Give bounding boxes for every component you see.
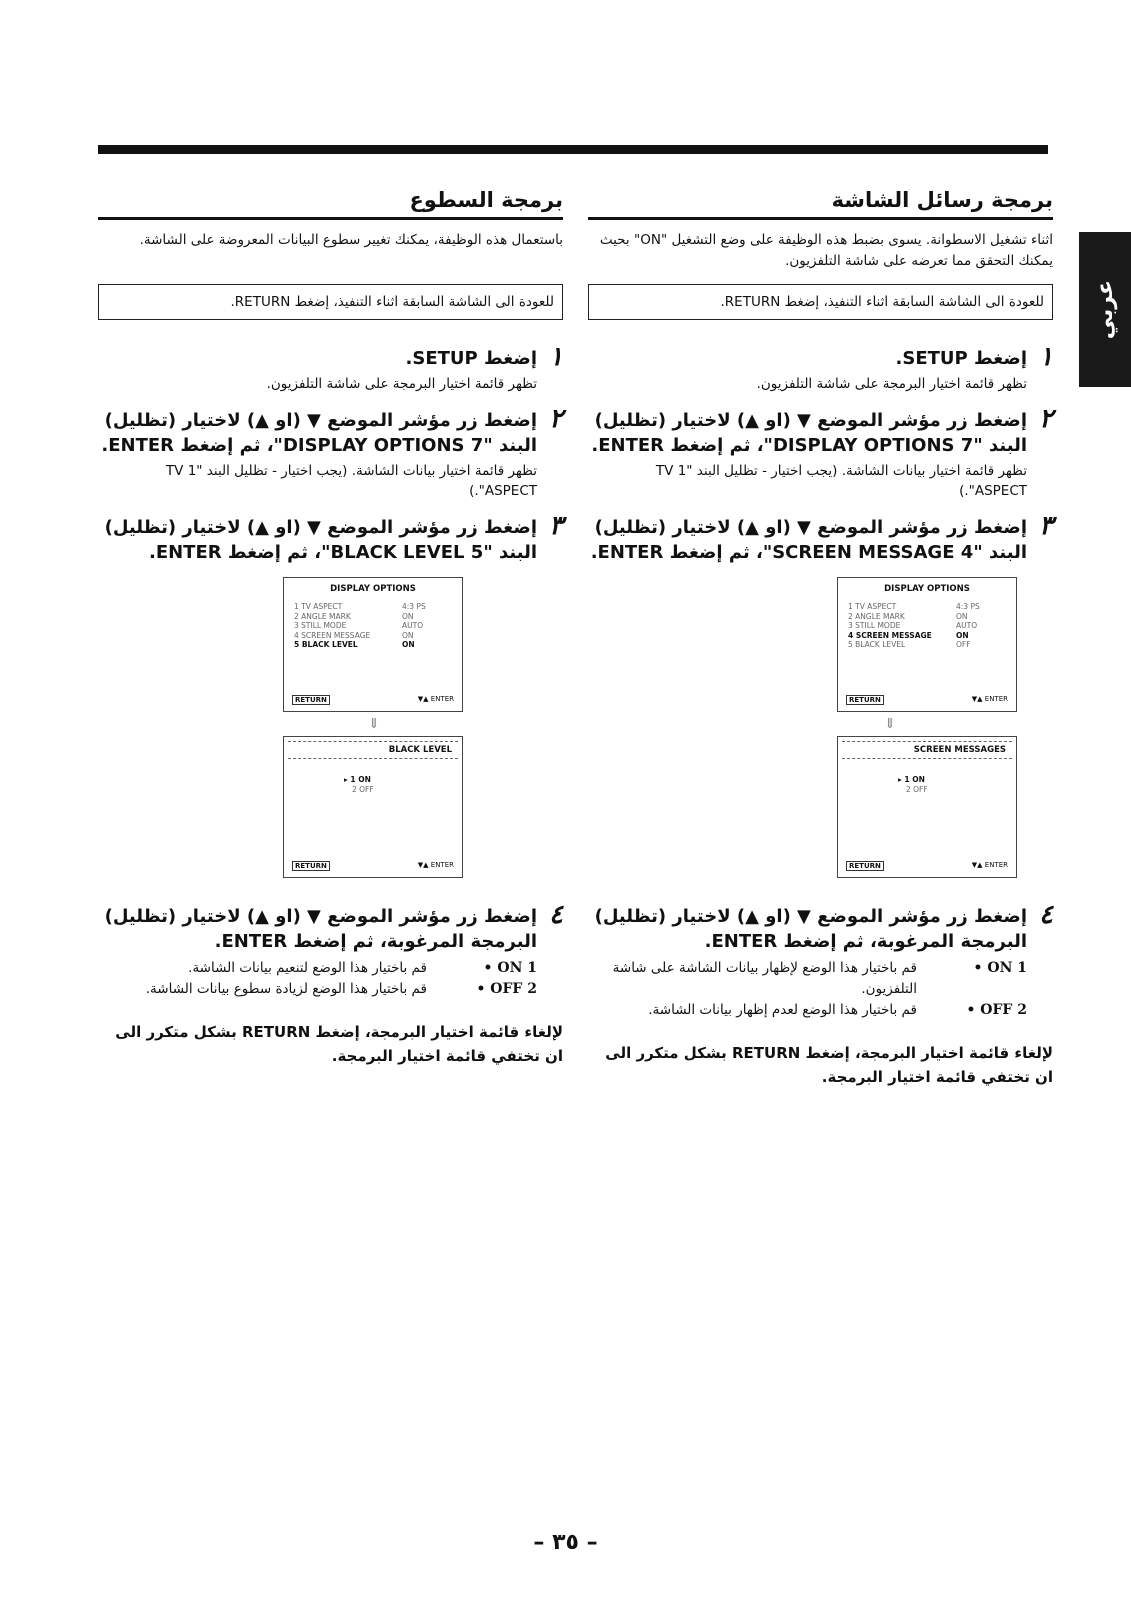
option-text: قم باختيار هذا الوضع لزيادة سطوع بيانات الشاشة.: [145, 981, 427, 997]
menu-value: 4:3 PS: [402, 602, 426, 611]
screen-title: SCREEN MESSAGES: [913, 745, 1006, 755]
option-on: ▸ 1 ON: [344, 775, 371, 784]
enter-button: ▼▲ ENTER: [417, 861, 454, 869]
menu-row: [838, 621, 1016, 631]
menu-key: 3 STILL MODE: [848, 621, 901, 630]
menu-value: AUTO: [402, 621, 424, 630]
menu-row: [284, 612, 462, 622]
language-tab-label: عربي: [1092, 279, 1118, 340]
return-button: RETURN: [292, 695, 330, 705]
step-description: تظهر قائمة اختيار بيانات الشاشة. (يجب اختيار - تظليل البند "1 TV ASPECT".): [655, 463, 1027, 499]
menu-value: 4:3 PS: [956, 602, 980, 611]
menu-value: OFF: [956, 640, 971, 649]
step-heading: إضغط زر مؤشر الموضع ▼ (او ▲) لاختيار (تظليل) البرمجة المرغوبة، ثم إضغط ENTER.: [594, 906, 1027, 952]
menu-row: [284, 631, 462, 641]
option-list: [838, 775, 1016, 795]
menu-row-selected: [838, 631, 1016, 641]
menu-key: 3 STILL MODE: [294, 621, 347, 630]
step-2: [98, 404, 563, 501]
step-4: [588, 900, 1053, 1021]
option-key: 2 OFF •: [966, 1002, 1027, 1018]
black-level-screen: [283, 736, 463, 878]
option-off: 2 OFF: [906, 785, 928, 794]
closing-note: لإلغاء قائمة اختيار البرمجة، إضغط RETURN بشكل متكرر الى ان تختفي قائمة اختيار البرمجة.: [605, 1044, 1053, 1086]
option-off: 2 OFF: [352, 785, 374, 794]
menu-row-selected: [284, 640, 462, 650]
menu-value: ON: [402, 630, 414, 640]
menu-row: [284, 602, 462, 612]
step-number: ١: [1039, 342, 1053, 372]
step-number: ١: [549, 342, 563, 372]
step-number: ٤: [1039, 900, 1053, 930]
return-button: RETURN: [846, 861, 884, 871]
screen-footer: [292, 695, 454, 705]
step-heading: إضغط زر مؤشر الموضع ▼ (او ▲) لاختيار (تظليل) البرمجة المرغوبة، ثم إضغط ENTER.: [104, 906, 537, 952]
closing-note: لإلغاء قائمة اختيار البرمجة، إضغط RETURN بشكل متكرر الى ان تختفي قائمة اختيار البرمجة.: [115, 1023, 563, 1065]
step-heading: إضغط SETUP.: [405, 348, 537, 369]
options-list: [98, 958, 537, 1000]
display-options-screen: [837, 577, 1017, 712]
screen-footer: [846, 695, 1008, 705]
step-heading: إضغط SETUP.: [895, 348, 1027, 369]
dashed-rule: [842, 758, 1012, 759]
screen-title: DISPLAY OPTIONS: [884, 584, 970, 594]
option-key: 2 OFF •: [476, 981, 537, 997]
dashed-rule: [288, 758, 458, 759]
menu-key: 4 SCREEN MESSAGE: [294, 630, 371, 640]
option-item: [588, 1000, 1027, 1021]
option-item: [98, 979, 537, 1000]
menu-row: [838, 640, 1016, 650]
section-intro: اثناء تشغيل الاسطوانة. يسوى بضبط هذه الوظيفة على وضع التشغيل "ON" بحيث يمكنك التحقق مما تعرضه على شاشة التلفزيون.: [599, 232, 1053, 269]
menu-key: 1 TV ASPECT: [294, 602, 343, 611]
down-arrow-icon: ⇓: [884, 716, 896, 732]
menu-key: 4 SCREEN MESSAGE: [848, 630, 932, 640]
step-heading: إضغط زر مؤشر الموضع ▼ (او ▲) لاختيار (تظليل) البند "4 SCREEN MESSAGE"، ثم إضغط ENTER.: [590, 517, 1027, 563]
language-tab: [1079, 232, 1131, 387]
option-key: 1 ON •: [973, 960, 1027, 976]
top-rule: [98, 145, 1048, 154]
screen-footer: [846, 861, 1008, 871]
step-2: [588, 404, 1053, 501]
option-text: قم باختيار هذا الوضع لتنعيم بيانات الشاشة.: [188, 960, 427, 976]
screen-title: BLACK LEVEL: [388, 745, 452, 755]
return-button: RETURN: [292, 861, 330, 871]
return-note: للعودة الى الشاشة السابقة اثناء التنفيذ، إضغط RETURN.: [98, 284, 563, 320]
section-title: برمجة رسائل الشاشة: [831, 188, 1053, 212]
return-note: للعودة الى الشاشة السابقة اثناء التنفيذ، إضغط RETURN.: [588, 284, 1053, 320]
step-heading: إضغط زر مؤشر الموضع ▼ (او ▲) لاختيار (تظليل) البند "7 DISPLAY OPTIONS"، ثم إضغط ENTER.: [101, 410, 537, 456]
menu-value: ON: [956, 611, 968, 621]
menu-value: ON: [402, 640, 415, 649]
menu-key: 5 BLACK LEVEL: [294, 640, 358, 649]
step-description: تظهر قائمة اختيار البرمجة على شاشة التلفزيون.: [266, 376, 537, 392]
section-title: برمجة السطوع: [409, 188, 563, 212]
step-4: [98, 900, 563, 1000]
screen-messages-screen: [837, 736, 1017, 878]
section-rule: [98, 217, 563, 220]
enter-button: ▼▲ ENTER: [971, 695, 1008, 703]
step-number: ٤: [549, 900, 563, 930]
screen-messages-section: [588, 186, 1053, 1089]
display-options-screen: [283, 577, 463, 712]
step-number: ٣: [1039, 511, 1053, 541]
down-arrow-icon: ⇓: [368, 716, 380, 732]
step-number: ٢: [1039, 404, 1053, 434]
option-text: قم باختيار هذا الوضع لعدم إظهار بيانات الشاشة.: [648, 1002, 917, 1018]
step-number: ٢: [549, 404, 563, 434]
menu-key: 5 BLACK LEVEL: [848, 640, 906, 649]
screen-title: DISPLAY OPTIONS: [330, 584, 416, 594]
step-heading: إضغط زر مؤشر الموضع ▼ (او ▲) لاختيار (تظليل) البند "5 BLACK LEVEL"، ثم إضغط ENTER.: [104, 517, 537, 563]
option-text: قم باختيار هذا الوضع لإظهار بيانات الشاشة على شاشة التلفزيون.: [612, 960, 917, 997]
dashed-rule: [842, 741, 1012, 742]
step-3: [98, 511, 563, 565]
step-number: ٣: [549, 511, 563, 541]
option-list: [284, 775, 462, 795]
section-rule: [588, 217, 1053, 220]
enter-button: ▼▲ ENTER: [417, 695, 454, 703]
step-3: [588, 511, 1053, 565]
step-description: تظهر قائمة اختيار بيانات الشاشة. (يجب اختيار - تظليل البند "1 TV ASPECT".): [165, 463, 537, 499]
black-level-section: [98, 186, 563, 1068]
menu-list: [838, 602, 1016, 650]
menu-row: [838, 602, 1016, 612]
step-heading: إضغط زر مؤشر الموضع ▼ (او ▲) لاختيار (تظليل) البند "7 DISPLAY OPTIONS"، ثم إضغط ENTER.: [591, 410, 1027, 456]
page-number: – ٣٥ –: [533, 1530, 598, 1555]
enter-button: ▼▲ ENTER: [971, 861, 1008, 869]
menu-key: 1 TV ASPECT: [848, 602, 897, 611]
screen-footer: [292, 861, 454, 871]
dashed-rule: [288, 741, 458, 742]
menu-value: ON: [956, 630, 969, 640]
menu-list: [284, 602, 462, 650]
menu-key: 2 ANGLE MARK: [294, 611, 351, 621]
options-list: [588, 958, 1027, 1021]
menu-value: ON: [402, 611, 414, 621]
option-item: [98, 958, 537, 979]
menu-row: [284, 621, 462, 631]
return-button: RETURN: [846, 695, 884, 705]
menu-value: AUTO: [956, 621, 978, 630]
option-key: 1 ON •: [483, 960, 537, 976]
menu-key: 2 ANGLE MARK: [848, 611, 905, 621]
menu-row: [838, 612, 1016, 622]
option-item: [588, 958, 1027, 1000]
step-1: [98, 342, 563, 394]
step-description: تظهر قائمة اختيار البرمجة على شاشة التلفزيون.: [756, 376, 1027, 392]
option-on: ▸ 1 ON: [898, 775, 925, 784]
section-intro: باستعمال هذه الوظيفة، يمكنك تغيير سطوع البيانات المعروضة على الشاشة.: [139, 232, 563, 248]
step-1: [588, 342, 1053, 394]
